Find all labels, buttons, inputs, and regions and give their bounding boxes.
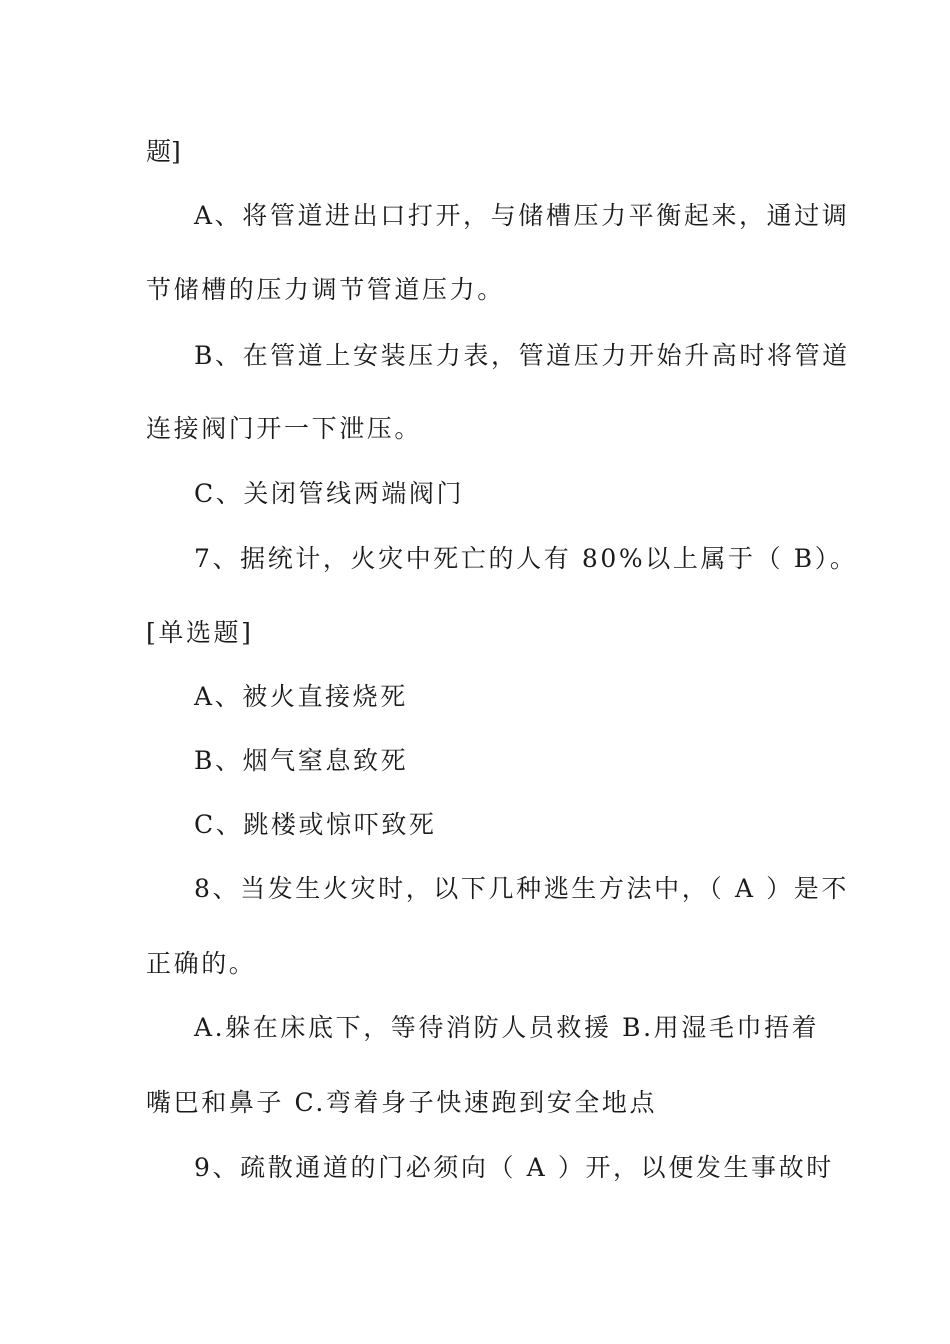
text-line-option-a: A、将管道进出口打开，与储槽压力平衡起来，通过调: [194, 201, 850, 230]
text-line-option-c: C、关闭管线两端阀门: [194, 479, 465, 508]
text-line-q7-option-b: B、烟气窒息致死: [194, 746, 409, 775]
text-line-q7-option-c: C、跳楼或惊吓致死: [194, 810, 437, 839]
text-line-question-tail: 题]: [146, 137, 181, 166]
text-line-question-8-cont: 正确的。: [146, 949, 257, 978]
text-line-q8-options-cont: 嘴巴和鼻子 C.弯着身子快速跑到安全地点: [146, 1088, 658, 1117]
text-line-question-9: 9、疏散通道的门必须向（ A ）开，以便发生事故时: [194, 1153, 834, 1182]
text-line-question-7: 7、据统计，火灾中死亡的人有 80%以上属于（ B）。: [194, 544, 858, 573]
text-line-question-type: [单选题]: [146, 618, 254, 647]
text-line-option-a-cont: 节储槽的压力调节管道压力。: [146, 275, 505, 304]
text-line-q8-options: A.躲在床底下，等待消防人员救援 B.用湿毛巾捂着: [194, 1013, 820, 1042]
text-line-question-8: 8、当发生火灾时，以下几种逃生方法中，（ A ）是不: [194, 874, 849, 903]
text-line-option-b-cont: 连接阀门开一下泄压。: [146, 414, 423, 443]
text-line-option-b: B、在管道上安装压力表，管道压力开始升高时将管道: [194, 341, 850, 370]
text-line-q7-option-a: A、被火直接烧死: [194, 682, 408, 711]
